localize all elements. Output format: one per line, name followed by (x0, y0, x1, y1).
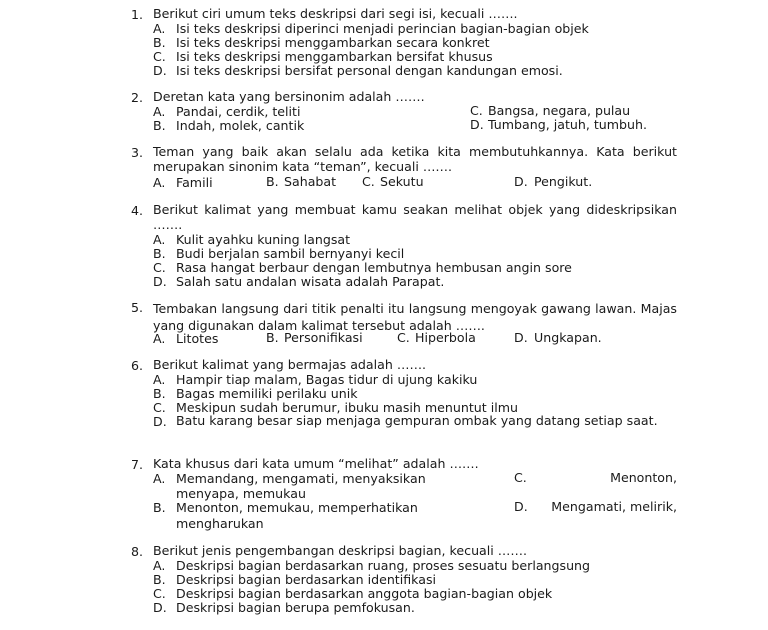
option-letter: A. (153, 21, 166, 36)
option-text: Sahabat (284, 174, 337, 189)
option-letter: A. (153, 558, 166, 573)
option-text: Kulit ayahku kuning langsat (176, 232, 351, 247)
option-text: Batu karang besar siap menjaga gempuran ombak yang datang setiap saat. (176, 413, 658, 428)
option-letter: D. (153, 63, 167, 78)
option-text: Bagas memiliki perilaku unik (176, 386, 358, 401)
option-letter: B. (153, 386, 166, 401)
option-text: Rasa hangat berbaur dengan lembutnya hembusan angin sore (176, 260, 572, 275)
option-letter: A. (153, 372, 166, 387)
question-number: 2. (131, 90, 144, 105)
question-text: Berikut kalimat yang bermajas adalah ……. (153, 357, 427, 372)
option-text: Hiperbola (415, 330, 476, 345)
option-letter: C. (514, 470, 527, 485)
option-letter: C. (153, 49, 166, 64)
option-text: Isi teks deskripsi bersifat personal dengan kandungan emosi. (176, 63, 563, 78)
option-letter: B. (153, 35, 166, 50)
option-text: Indah, molek, cantik (176, 118, 305, 133)
option-letter: B. (153, 118, 166, 133)
option-letter: D. (153, 274, 167, 289)
option-letter: C. (153, 260, 166, 275)
option-letter: D. (514, 330, 528, 345)
question-number: 4. (131, 203, 144, 218)
question-number: 1. (131, 7, 144, 22)
option-letter: A. (153, 331, 166, 346)
option-letter: B. (153, 572, 166, 587)
option-text: Deskripsi bagian berupa pemfokusan. (176, 600, 415, 615)
option-letter: C. (153, 586, 166, 601)
option-text: Deskripsi bagian berdasarkan ruang, proses sesuatu berlangsung (176, 558, 591, 573)
option-text: Memandang, mengamati, menyaksikan (176, 471, 426, 486)
option-text: Ungkapan. (534, 330, 602, 345)
option-text: Famili (176, 175, 213, 190)
option-letter: D. (514, 174, 528, 189)
question-text: Berikut ciri umum teks deskripsi dari segi isi, kecuali ……. (153, 6, 518, 21)
option-text: Isi teks deskripsi diperinci menjadi perincian bagian-bagian objek (176, 21, 589, 36)
question-text: Teman yang baik akan selalu ada ketika kita membutuhkannya. Kata berikut merupakan sinonim kata “teman”, kecuali ……. (153, 144, 677, 174)
option-text: Pandai, cerdik, teliti (176, 104, 301, 119)
option-text: Tumbang, jatuh, tumbuh. (488, 117, 647, 132)
option-text: Deskripsi bagian berdasarkan anggota bagian-bagian objek (176, 586, 553, 601)
option-letter: D. (153, 414, 167, 429)
option-letter: B. (266, 174, 279, 189)
option-letter: C. (362, 174, 375, 189)
option-text: Litotes (176, 331, 219, 346)
question-text: Kata khusus dari kata umum “melihat” adalah ……. (153, 456, 479, 471)
option-text: Meskipun sudah berumur, ibuku masih menuntut ilmu (176, 400, 518, 415)
option-letter: A. (153, 104, 166, 119)
question-number: 3. (131, 145, 144, 160)
question-text: Berikut kalimat yang membuat kamu seakan melihat objek yang dideskripsikan ……. (153, 202, 677, 232)
question-number: 8. (131, 544, 144, 559)
option-text: Isi teks deskripsi menggambarkan secara konkret (176, 35, 490, 50)
option-text: Bangsa, negara, pulau (488, 103, 631, 118)
option-text: Salah satu andalan wisata adalah Parapat. (176, 274, 445, 289)
option-text-continued: menyapa, memukau (176, 486, 306, 501)
option-letter: A. (153, 232, 166, 247)
question-text: Tembakan langsung dari titik penalti itu langsung mengoyak gawang lawan. Majas yang digunakan dalam kalimat tersebut adalah ……. (153, 301, 677, 333)
option-letter: D. (470, 117, 484, 132)
option-letter: C. (470, 103, 483, 118)
option-text-continued: mengharukan (176, 516, 264, 531)
option-text: Menonton, (610, 470, 677, 485)
option-text: Menonton, memukau, memperhatikan (176, 500, 418, 515)
option-text: Budi berjalan sambil bernyanyi kecil (176, 246, 405, 261)
question-number: 7. (131, 457, 144, 472)
option-text: Sekutu (380, 174, 424, 189)
option-text: Hampir tiap malam, Bagas tidur di ujung kakiku (176, 372, 478, 387)
option-letter: B. (266, 330, 279, 345)
option-text: Pengikut. (534, 174, 593, 189)
option-letter: C. (397, 330, 410, 345)
question-text: Deretan kata yang bersinonim adalah ……. (153, 89, 425, 104)
option-text: Isi teks deskripsi menggambarkan bersifat khusus (176, 49, 493, 64)
question-number: 5. (131, 300, 144, 315)
option-letter: D. (514, 499, 528, 514)
option-letter: D. (153, 600, 167, 615)
option-letter: B. (153, 246, 166, 261)
question-text: Berikut jenis pengembangan deskripsi bagian, kecuali ……. (153, 543, 527, 558)
option-text: Personifikasi (284, 330, 363, 345)
option-letter: C. (153, 400, 166, 415)
option-text: Mengamati, melirik, (551, 499, 677, 514)
option-letter: A. (153, 471, 166, 486)
option-letter: A. (153, 175, 166, 190)
question-number: 6. (131, 358, 144, 373)
option-letter: B. (153, 500, 166, 515)
option-text: Deskripsi bagian berdasarkan identifikasi (176, 572, 437, 587)
